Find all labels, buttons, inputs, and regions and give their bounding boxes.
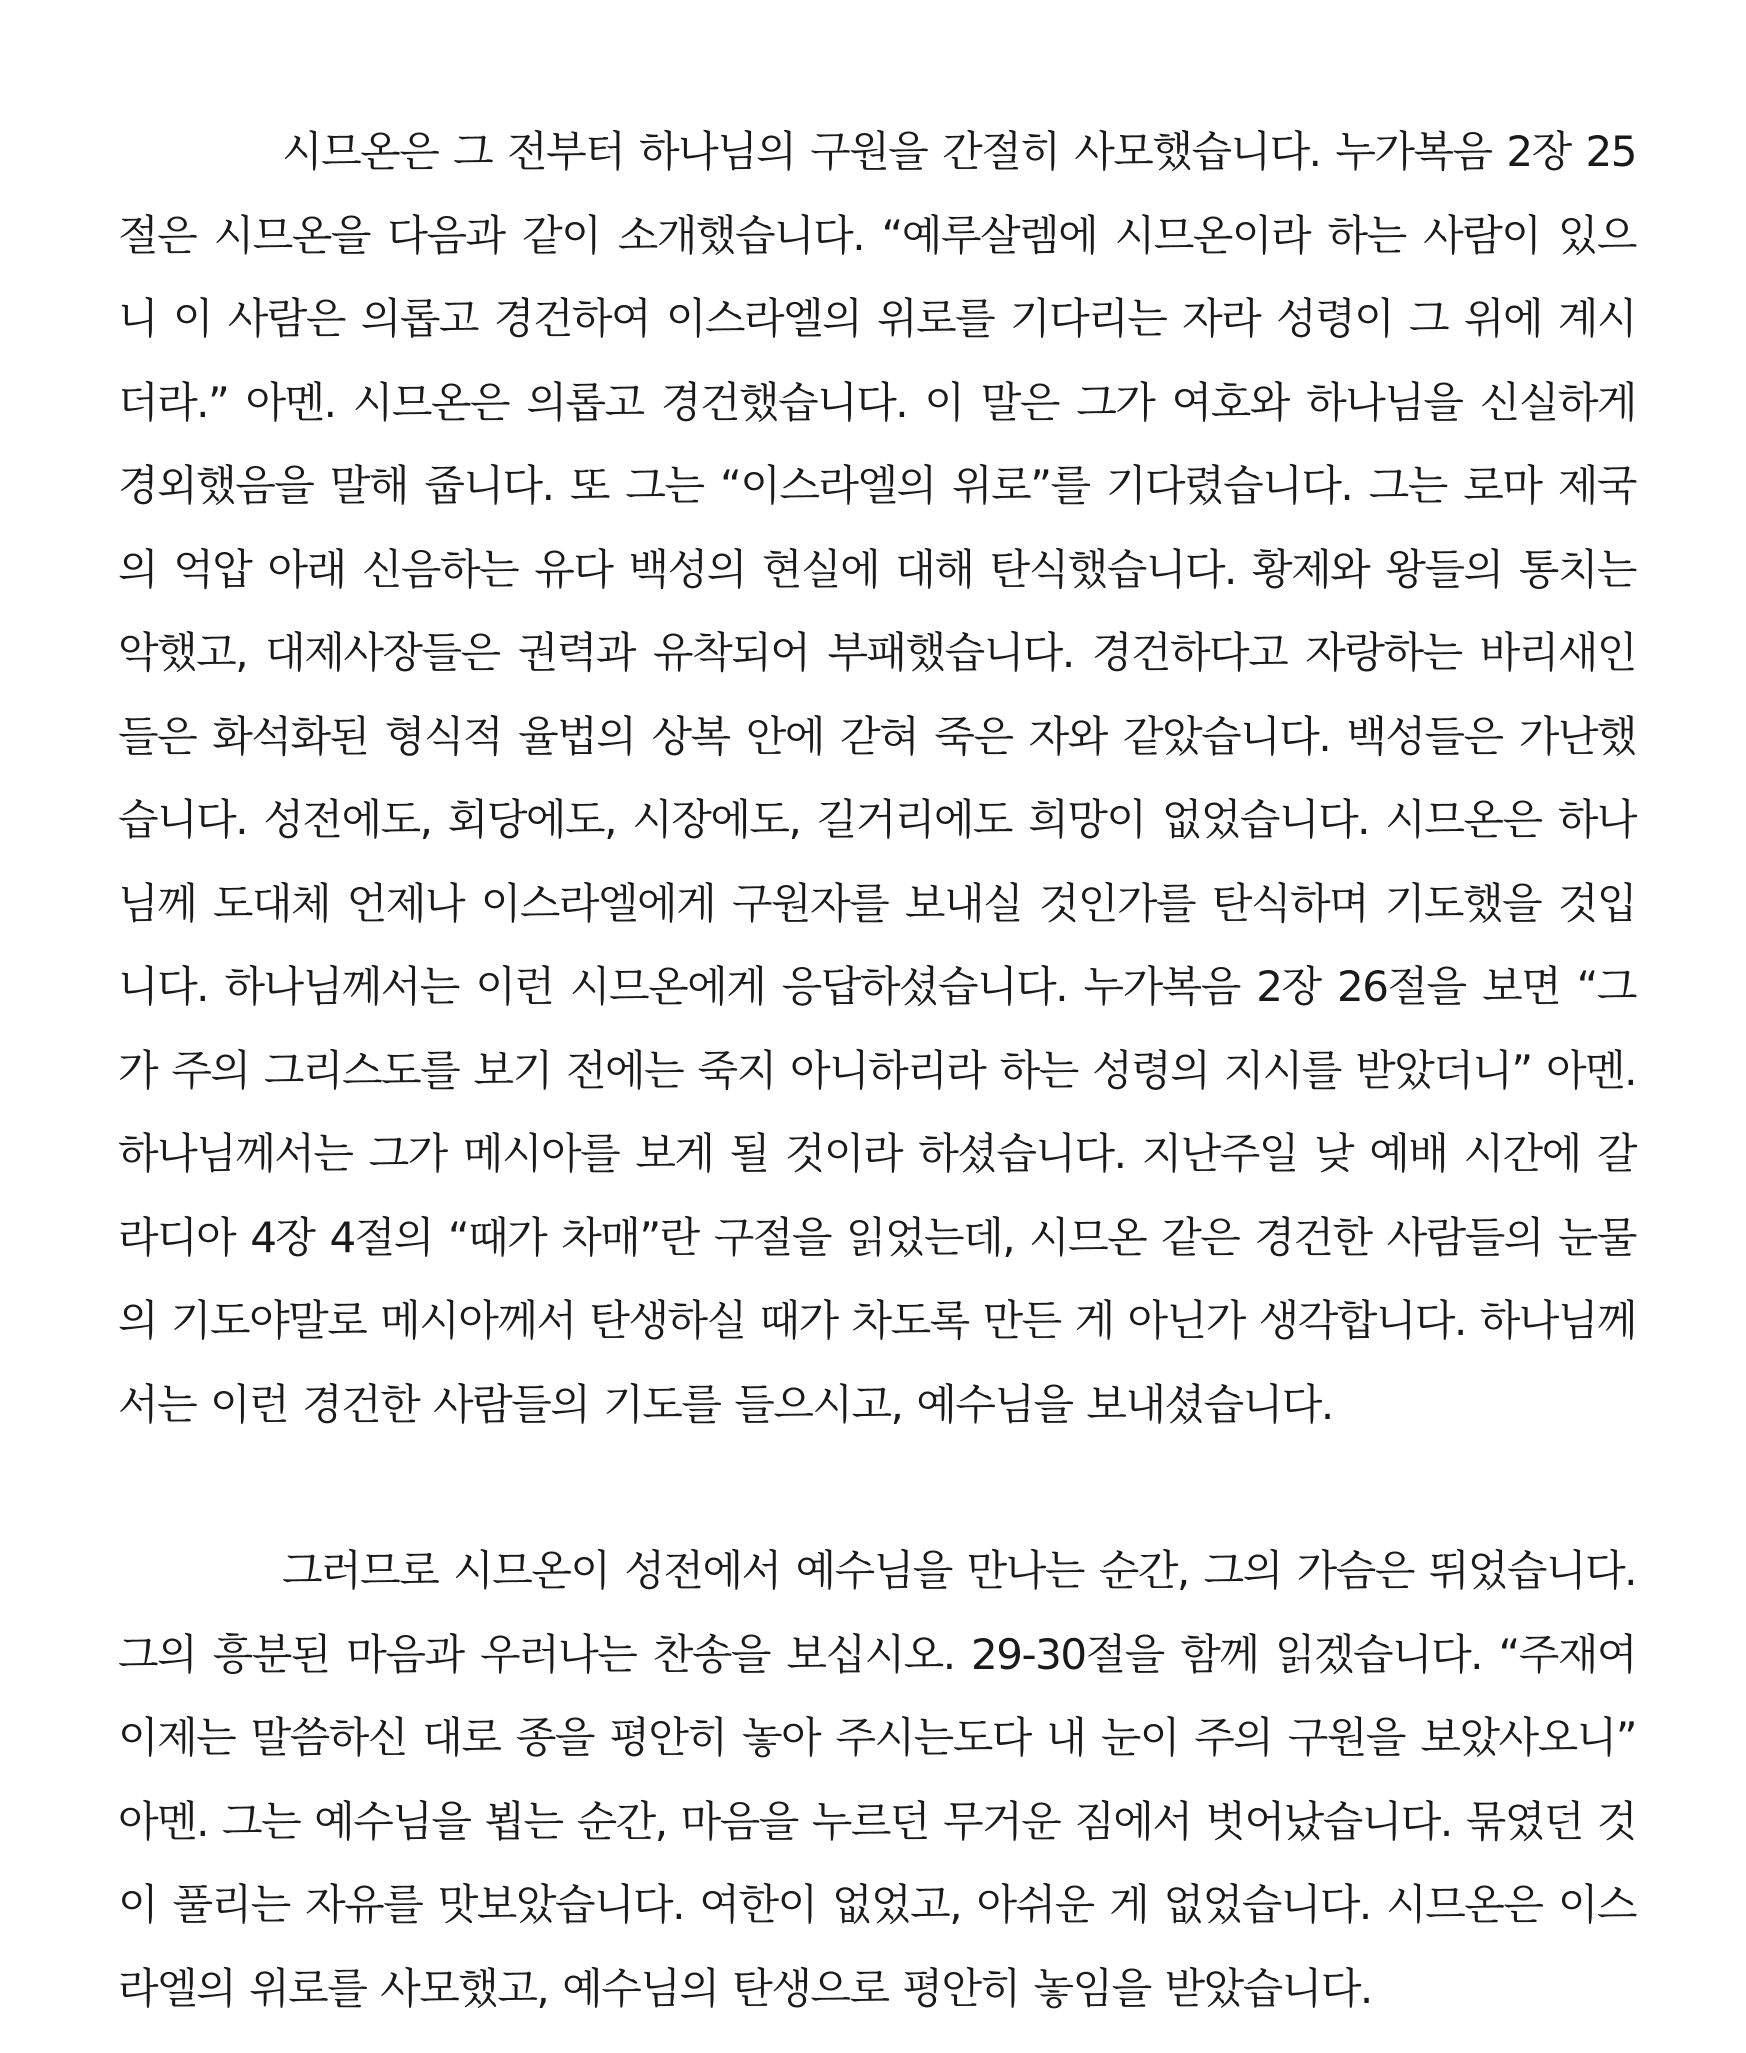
paragraph-1: 시므온은 그 전부터 하나님의 구원을 간절히 사모했습니다. 누가복음 2장 25절은 시므온을 다음과 같이 소개했습니다. “예루살렘에 시므온이라 하는 사람이 있으니 이 사람은 의롭고 경건하여 이스라엘의 위로를 기다리는 자라 성령이 그 위에 계시더라.” 아멘. 시므온은 의롭고 경건했습니다. 이 말은 그가 여호와 하나님을 신실하게 경외했음을 말해 줍니다. 또 그는 “이스라엘의 위로”를 기다렸습니다. 그는 로마 제국의 억압 아래 신음하는 유다 백성의 현실에 대해 탄식했습니다. 황제와 왕들의 통치는 악했고, 대제사장들은 권력과 유착되어 부패했습니다. 경건하다고 자랑하는 바리새인들은 화석화된 형식적 율법의 상복 안에 갇혀 죽은 자와 같았습니다. 백성들은 가난했습니다. 성전에도, 회당에도, 시장에도, 길거리에도 희망이 없었습니다. 시므온은 하나님께 도대체 언제나 이스라엘에게 구원자를 보내실 것인가를 탄식하며 기도했을 것입니다. 하나님께서는 이런 시므온에게 응답하셨습니다. 누가복음 2장 26절을 보면 “그가 주의 그리스도를 보기 전에는 죽지 아니하리라 하는 성령의 지시를 받았더니” 아멘. 하나님께서는 그가 메시아를 보게 될 것이라 하셨습니다. 지난주일 낮 예배 시간에 갈라디아 4장 4절의 “때가 차매”란 구절을 읽었는데, 시므온 같은 경건한 사람들의 눈물의 기도야말로 메시아께서 탄생하실 때가 차도록 만든 게 아닌가 생각합니다. 하나님께서는 이런 경건한 사람들의 기도를 들으시고, 예수님을 보내셨습니다. <box>118 127 1636 1429</box>
document-body <box>118 110 1636 2030</box>
paragraph-2: 그러므로 시므온이 성전에서 예수님을 만나는 순간, 그의 가슴은 뛰었습니다. 그의 흥분된 마음과 우러나는 찬송을 보십시오. 29-30절을 함께 읽겠습니다. “주재여 이제는 말씀하신 대로 종을 평안히 놓아 주시는도다 내 눈이 주의 구원을 보았사오니” 아멘. 그는 예수님을 뵙는 순간, 마음을 누르던 무거운 짐에서 벗어났습니다. 묶였던 것이 풀리는 자유를 맛보았습니다. 여한이 없었고, 아쉬운 게 없었습니다. 시므온은 이스라엘의 위로를 사모했고, 예수님의 탄생으로 평안히 놓임을 받았습니다. <box>118 1546 1636 2013</box>
